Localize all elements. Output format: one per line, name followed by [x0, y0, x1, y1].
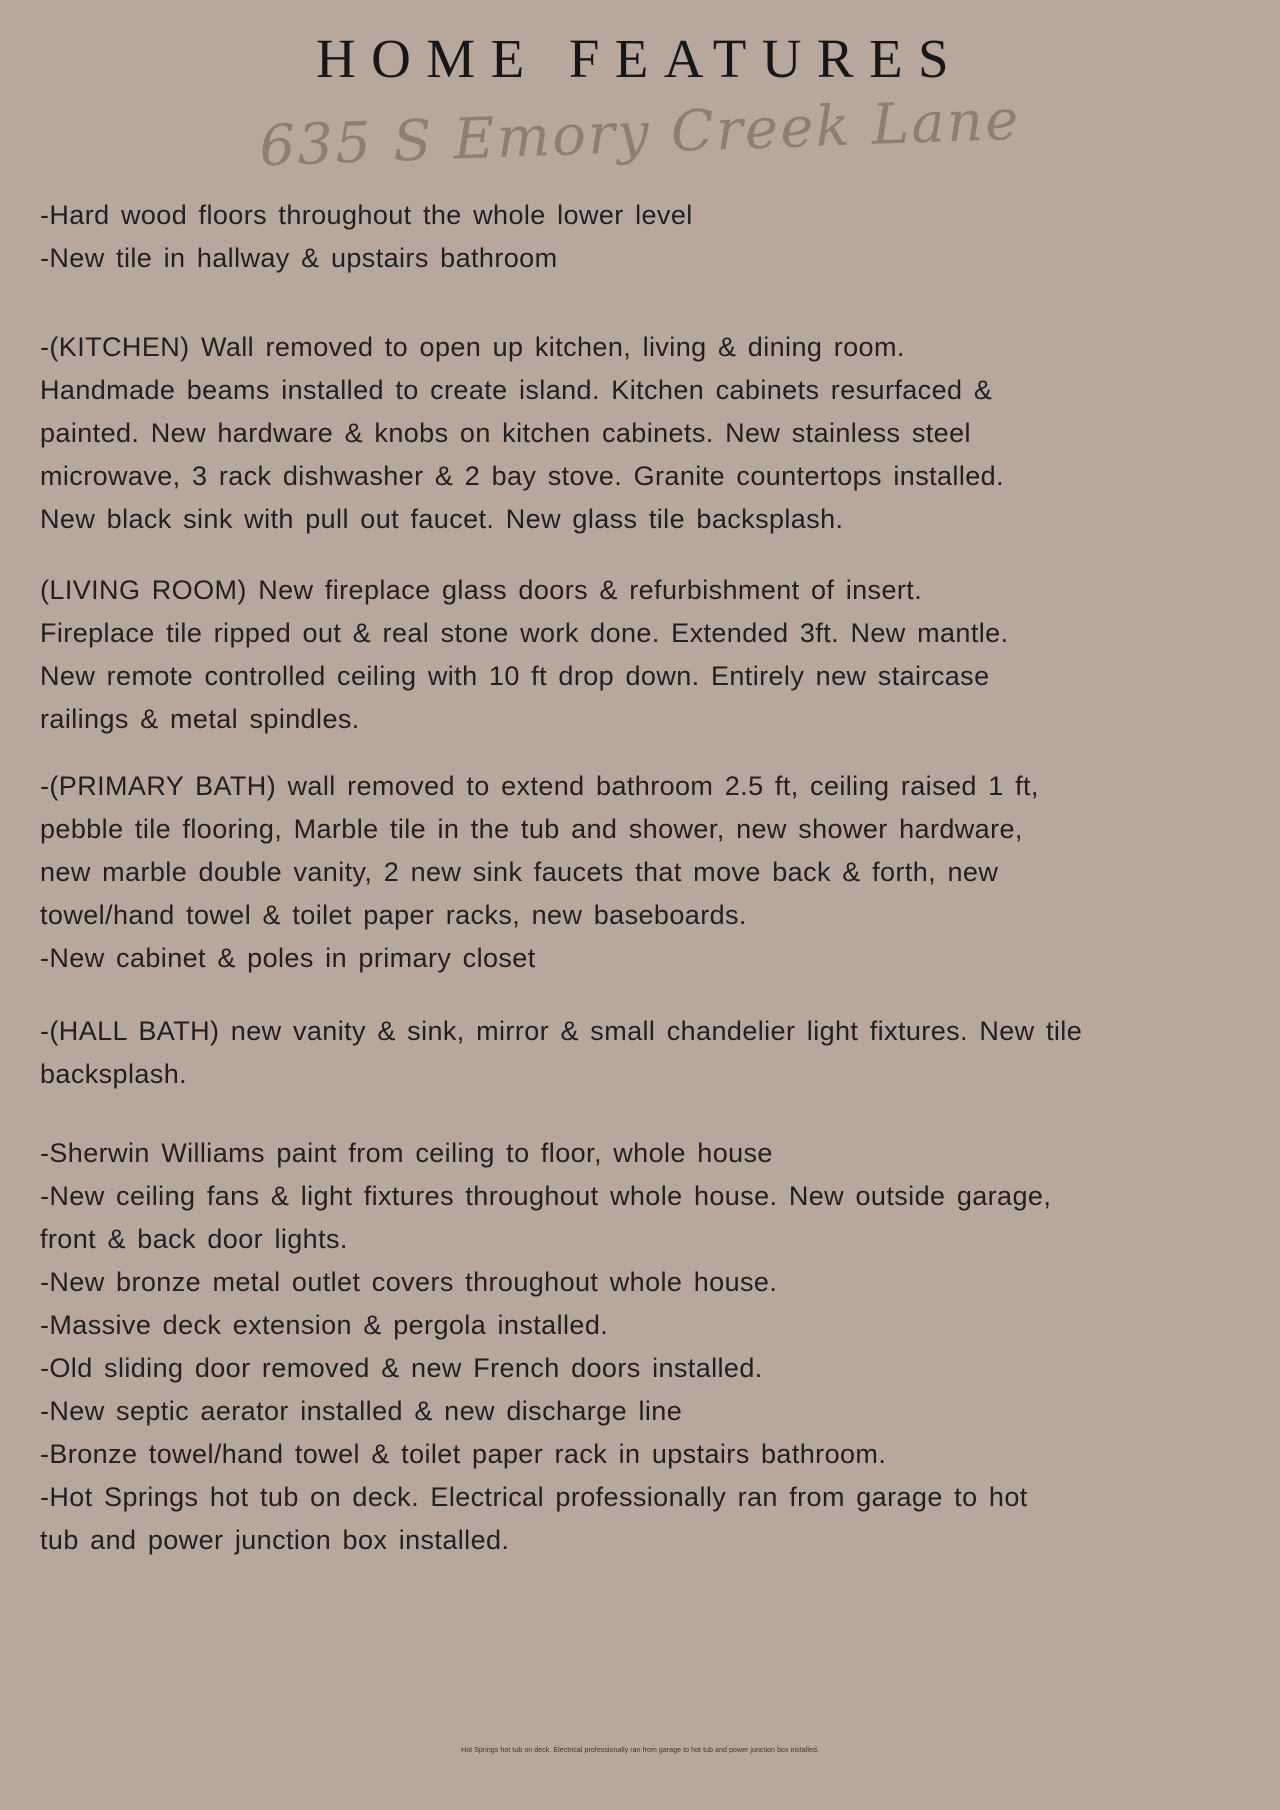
- section-kitchen: [40, 326, 1242, 541]
- section-living-room: [40, 569, 1242, 741]
- feature-line: Handmade beams installed to create island. Kitchen cabinets resurfaced &: [40, 375, 993, 405]
- feature-line: microwave, 3 rack dishwasher & 2 bay stove. Granite countertops installed.: [40, 461, 1004, 491]
- feature-line: -New septic aerator installed & new discharge line: [40, 1396, 683, 1426]
- feature-line: new marble double vanity, 2 new sink faucets that move back & forth, new: [40, 857, 999, 887]
- section-primary-bath: [40, 765, 1242, 980]
- feature-line: -(KITCHEN) Wall removed to open up kitchen, living & dining room.: [40, 332, 905, 362]
- feature-line: -Bronze towel/hand towel & toilet paper rack in upstairs bathroom.: [40, 1439, 887, 1469]
- feature-line: -Sherwin Williams paint from ceiling to floor, whole house: [40, 1138, 773, 1168]
- section-hall-bath: [40, 1010, 1242, 1096]
- feature-line: backsplash.: [40, 1059, 188, 1089]
- feature-line: -New bronze metal outlet covers throughout whole house.: [40, 1267, 778, 1297]
- feature-line: pebble tile flooring, Marble tile in the tub and shower, new shower hardware,: [40, 814, 1023, 844]
- section-flooring: [40, 194, 1242, 280]
- address-script: 635 S Emory Creek Lane: [258, 87, 1022, 180]
- feature-line: -(HALL BATH) new vanity & sink, mirror & small chandelier light fixtures. New tile: [40, 1016, 1083, 1046]
- feature-line: (LIVING ROOM) New fireplace glass doors & refurbishment of insert.: [40, 575, 923, 605]
- feature-line: tub and power junction box installed.: [40, 1525, 510, 1555]
- footer-fineprint: Hot Springs hot tub on deck. Electrical professionally ran from garage to hot tub and power junction box installed.: [461, 1747, 819, 1754]
- feature-line: -New cabinet & poles in primary closet: [40, 943, 536, 973]
- page-title: HOME FEATURES: [316, 28, 964, 89]
- feature-line: towel/hand towel & toilet paper racks, new baseboards.: [40, 900, 747, 930]
- feature-line: front & back door lights.: [40, 1224, 348, 1254]
- feature-line: -New tile in hallway & upstairs bathroom: [40, 243, 558, 273]
- section-general-updates: [40, 1132, 1242, 1562]
- feature-line: -(PRIMARY BATH) wall removed to extend bathroom 2.5 ft, ceiling raised 1 ft,: [40, 771, 1039, 801]
- feature-line: railings & metal spindles.: [40, 704, 360, 734]
- feature-line: -Hard wood floors throughout the whole lower level: [40, 200, 693, 230]
- feature-line: New black sink with pull out faucet. New glass tile backsplash.: [40, 504, 844, 534]
- feature-line: -New ceiling fans & light fixtures throughout whole house. New outside garage,: [40, 1181, 1052, 1211]
- feature-line: -Hot Springs hot tub on deck. Electrical professionally ran from garage to hot: [40, 1482, 1028, 1512]
- feature-line: Fireplace tile ripped out & real stone work done. Extended 3ft. New mantle.: [40, 618, 1009, 648]
- feature-line: -Old sliding door removed & new French doors installed.: [40, 1353, 763, 1383]
- feature-line: painted. New hardware & knobs on kitchen cabinets. New stainless steel: [40, 418, 971, 448]
- flyer-header: [0, 0, 1280, 180]
- feature-line: -Massive deck extension & pergola installed.: [40, 1310, 609, 1340]
- features-list: [0, 180, 1280, 1562]
- feature-line: New remote controlled ceiling with 10 ft drop down. Entirely new staircase: [40, 661, 990, 691]
